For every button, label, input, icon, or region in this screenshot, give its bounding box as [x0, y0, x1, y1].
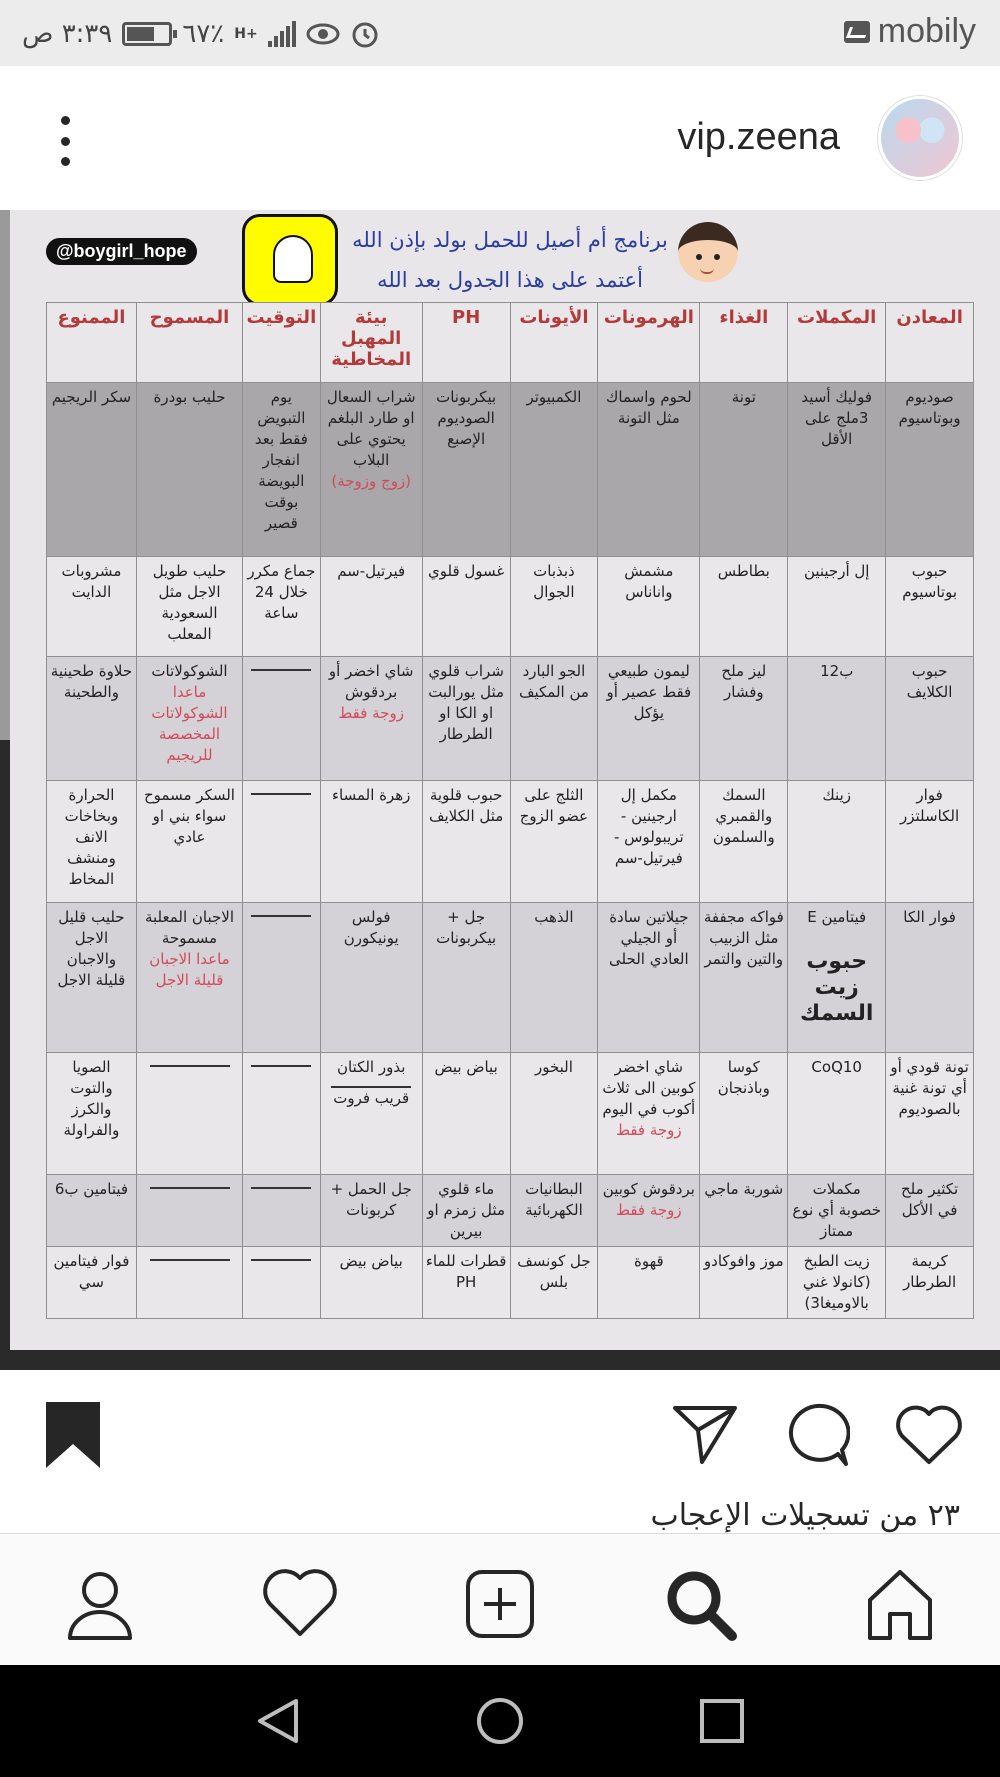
col-header: المعادن: [886, 303, 974, 383]
table-cell: صوديوم وبوتاسيوم: [886, 383, 974, 557]
empty-dash: [150, 1259, 230, 1261]
table-cell: زينك: [788, 781, 886, 903]
carrier-logo-icon: [844, 21, 870, 43]
new-post-icon[interactable]: [460, 1564, 540, 1644]
carrier-name: mobily: [877, 12, 976, 50]
more-options-icon[interactable]: [55, 116, 75, 166]
table-cell: السكر مسموح سواء بني او عادي: [136, 781, 242, 903]
table-cell: البخور: [510, 1053, 598, 1175]
table-cell: يوم التبويض فقط بعد انفجار البويضة بوقت قصير: [243, 383, 321, 557]
table-cell: [320, 657, 422, 781]
table-cell: CoQ10: [788, 1053, 886, 1175]
table-cell: فوليك أسيد 3ملج على الأقل: [788, 383, 886, 557]
col-header: الأيونات: [510, 303, 598, 383]
table-cell: كوسا وباذنجان: [700, 1053, 788, 1175]
table-cell: الحرارة وبخاخات الانف ومنشف المخاط: [47, 781, 137, 903]
table-row: [47, 1175, 974, 1247]
bottom-navigation: [0, 1533, 1000, 1665]
empty-dash: [150, 1187, 230, 1189]
snap-handle: @boygirl_hope: [46, 238, 197, 265]
snapcode-icon: [242, 214, 338, 306]
table-cell: زهرة المساء: [320, 781, 422, 903]
network-type: H+: [234, 26, 258, 42]
heart-icon[interactable]: [894, 1404, 964, 1466]
table-cell: مشروبات الدايت: [47, 557, 137, 657]
table-cell: بياض بيض: [320, 1247, 422, 1319]
table-cell: حليب طويل الاجل مثل السعودية المعلب: [136, 557, 242, 657]
cell-text: بردقوش كوبين: [602, 1180, 695, 1198]
table-cell: [598, 1175, 700, 1247]
table-cell: ماء قلوي مثل زمزم او بيرين: [422, 1175, 510, 1247]
battery-icon: [122, 22, 172, 46]
home-circle-icon[interactable]: [474, 1695, 526, 1747]
table-row: [47, 557, 974, 657]
carrier: [844, 12, 976, 51]
col-header: التوقيت: [243, 303, 321, 383]
table-cell: الصويا والتوت والكرز والفراولة: [47, 1053, 137, 1175]
table-cell: حبوب بوتاسيوم: [886, 557, 974, 657]
likes-count[interactable]: ٢٣ من تسجيلات الإعجاب: [650, 1498, 960, 1533]
photo-edge: [0, 210, 10, 740]
sheet-title-line2: أعتمد على هذا الجدول بعد الله: [377, 268, 643, 292]
table-cell: فوار الكا: [886, 903, 974, 1053]
table-cell: [243, 903, 321, 1053]
table-cell: الثلج على عضو الزوج: [510, 781, 598, 903]
table-cell: ب12: [788, 657, 886, 781]
table-cell: [320, 1053, 422, 1175]
table-row: [47, 1053, 974, 1175]
cell-note: زوجة فقط: [616, 1121, 682, 1139]
table-cell: شراب قلوي مثل يورالبت او الكا او الطرطار: [422, 657, 510, 781]
empty-dash: [251, 669, 311, 671]
table-cell: جل + بيكربونات: [422, 903, 510, 1053]
table-cell: جل الحمل + كربونات: [320, 1175, 422, 1247]
table-cell: [136, 1053, 242, 1175]
col-header: PH: [422, 303, 510, 383]
clock: ٣:٣٩ ص: [22, 19, 113, 49]
table-cell: فيتامين ب6: [47, 1175, 137, 1247]
col-header: المكملات: [788, 303, 886, 383]
comment-icon[interactable]: [784, 1402, 850, 1468]
table-cell: جيلاتين سادة أو الجيلي العادي الحلى: [598, 903, 700, 1053]
table-cell: البطانيات الكهربائية: [510, 1175, 598, 1247]
table-cell: [136, 1175, 242, 1247]
boy-emoji-icon: [678, 222, 738, 282]
table-cell: [243, 1053, 321, 1175]
cell-note: زوجة فقط: [338, 704, 404, 722]
cell-text: الشوكولاتات: [151, 662, 228, 680]
empty-dash: [150, 1065, 230, 1067]
table-cell: تونة: [700, 383, 788, 557]
table-cell: فواكه مجففة مثل الزبيب والتين والتمر: [700, 903, 788, 1053]
table-cell: زيت الطبخ (كانولا غني بالاوميغا3): [788, 1247, 886, 1319]
table-header-row: [47, 303, 974, 383]
avatar[interactable]: [878, 96, 962, 180]
table-cell: [598, 1053, 700, 1175]
sheet-title-line1: برنامج أم أصيل للحمل بولد بإذن الله: [352, 228, 668, 252]
table-cell: فولس يونيكورن: [320, 903, 422, 1053]
eye-comfort-icon: [306, 21, 340, 47]
table-row: [47, 1247, 974, 1319]
cell-note: ماعدا الاجبان قليلة الاجل: [149, 950, 230, 989]
table-cell: مكملات خصوبة أي نوع ممتاز: [788, 1175, 886, 1247]
table-row: [47, 383, 974, 557]
table-cell: ليمون طبيعي فقط عصير أو يؤكل: [598, 657, 700, 781]
post-header: [0, 66, 1000, 210]
table-cell: [243, 657, 321, 781]
table-cell: شوربة ماجي: [700, 1175, 788, 1247]
activity-heart-icon[interactable]: [260, 1564, 340, 1644]
table-cell: كريمة الطرطار: [886, 1247, 974, 1319]
cell-text: الاجبان المعلبة مسموحة: [144, 908, 235, 947]
table-cell: فوار الكاسلتزر: [886, 781, 974, 903]
table-row: [47, 657, 974, 781]
cell-note: (زوج وزوجة): [331, 472, 412, 490]
sheet-title: [350, 220, 670, 300]
table-cell: بياض بيض: [422, 1053, 510, 1175]
table-cell: حبوب الكلايف: [886, 657, 974, 781]
table-cell: [136, 657, 242, 781]
table-cell: [788, 903, 886, 1053]
col-header: المسموح: [136, 303, 242, 383]
search-icon[interactable]: [660, 1564, 740, 1644]
table-cell: موز وافوكادو: [700, 1247, 788, 1319]
empty-dash: [251, 1187, 311, 1189]
table-cell: ذبذبات الجوال: [510, 557, 598, 657]
system-navigation: [0, 1665, 1000, 1777]
program-table: [46, 302, 974, 1319]
signal-icon: [268, 21, 296, 47]
col-header: بيئة المهبل المخاطية: [320, 303, 422, 383]
table-cell: الكمبيوتر: [510, 383, 598, 557]
table-cell: ليز ملح وفشار: [700, 657, 788, 781]
send-icon[interactable]: [672, 1404, 738, 1466]
empty-dash: [331, 1086, 411, 1088]
table-cell: مكمل إل ارجينين - تريبولوس - فيرتيل-سم: [598, 781, 700, 903]
table-cell: إل أرجينين: [788, 557, 886, 657]
table-row: [47, 903, 974, 1053]
cell-highlight: حبوب زيت السمك: [799, 949, 874, 1026]
status-bar: [0, 0, 1000, 66]
table-cell: لحوم واسماك مثل التونة: [598, 383, 700, 557]
table-cell: سكر الريجيم: [47, 383, 137, 557]
table-cell: بطاطس: [700, 557, 788, 657]
table-cell: جماع مكرر خلال 24 ساعة: [243, 557, 321, 657]
alarm-icon: [350, 19, 380, 49]
table-cell: [243, 1175, 321, 1247]
home-icon[interactable]: [860, 1564, 940, 1644]
table-cell: حليب بودرة: [136, 383, 242, 557]
empty-dash: [251, 1065, 311, 1067]
table-cell: [320, 383, 422, 557]
col-header: الغذاء: [700, 303, 788, 383]
cell-text: فيتامين E: [807, 908, 867, 926]
table-sheet: [10, 210, 1000, 1350]
cell-text: شاي اخضر كوبين الى ثلاث أكوب في اليوم: [602, 1058, 696, 1118]
table-cell: [136, 1247, 242, 1319]
post-actions: [0, 1370, 1000, 1490]
col-header: الممنوع: [47, 303, 137, 383]
table-cell: الجو البارد من المكيف: [510, 657, 598, 781]
table-cell: تونة قودي أو أي تونة غنية بالصوديوم: [886, 1053, 974, 1175]
col-header: الهرمونات: [598, 303, 700, 383]
table-cell: الذهب: [510, 903, 598, 1053]
table-cell: حلاوة طحينية والطحينة: [47, 657, 137, 781]
recents-icon[interactable]: [696, 1695, 748, 1747]
empty-dash: [251, 915, 311, 917]
cell-text: بذور الكتان: [336, 1058, 406, 1076]
cell-text: شراب السعال او طارد البلغم يحتوي على البلاب: [326, 388, 416, 469]
table-cell: حبوب قلوية مثل الكلايف: [422, 781, 510, 903]
post-username[interactable]: vip.zeena: [677, 116, 840, 158]
profile-icon[interactable]: [60, 1564, 140, 1644]
table-cell: [243, 781, 321, 903]
post-image[interactable]: [0, 210, 1000, 1370]
table-cell: حليب قليل الاجل والاجبان قليلة الاجل: [47, 903, 137, 1053]
table-cell: فيرتيل-سم: [320, 557, 422, 657]
bookmark-icon[interactable]: [42, 1400, 104, 1470]
table-row: [47, 781, 974, 903]
table-cell: بيكربونات الصوديوم الإصبع: [422, 383, 510, 557]
battery-percent: ٦٧٪: [182, 19, 225, 49]
cell-note: ماعدا الشوكولاتات المخصصة للريجيم: [151, 683, 228, 764]
table-cell: قهوة: [598, 1247, 700, 1319]
empty-dash: [251, 1259, 311, 1261]
table-cell: جل كونسف بلس: [510, 1247, 598, 1319]
battery-level: [127, 27, 154, 41]
cell-text: قريب فروت: [333, 1089, 410, 1107]
back-icon[interactable]: [252, 1695, 304, 1747]
table-cell: [243, 1247, 321, 1319]
cell-note: زوجة فقط: [616, 1201, 682, 1219]
table-cell: مشمش واناناس: [598, 557, 700, 657]
table-cell: [136, 903, 242, 1053]
table-cell: السمك والقمبري والسلمون: [700, 781, 788, 903]
cell-text: شاي اخضر أو بردقوش: [328, 662, 414, 701]
table-cell: تكثير ملح في الأكل: [886, 1175, 974, 1247]
table-cell: غسول قلوي: [422, 557, 510, 657]
empty-dash: [251, 793, 311, 795]
status-left: [22, 14, 380, 54]
table-cell: قطرات للماء PH: [422, 1247, 510, 1319]
table-cell: فوار فيتامين سي: [47, 1247, 137, 1319]
